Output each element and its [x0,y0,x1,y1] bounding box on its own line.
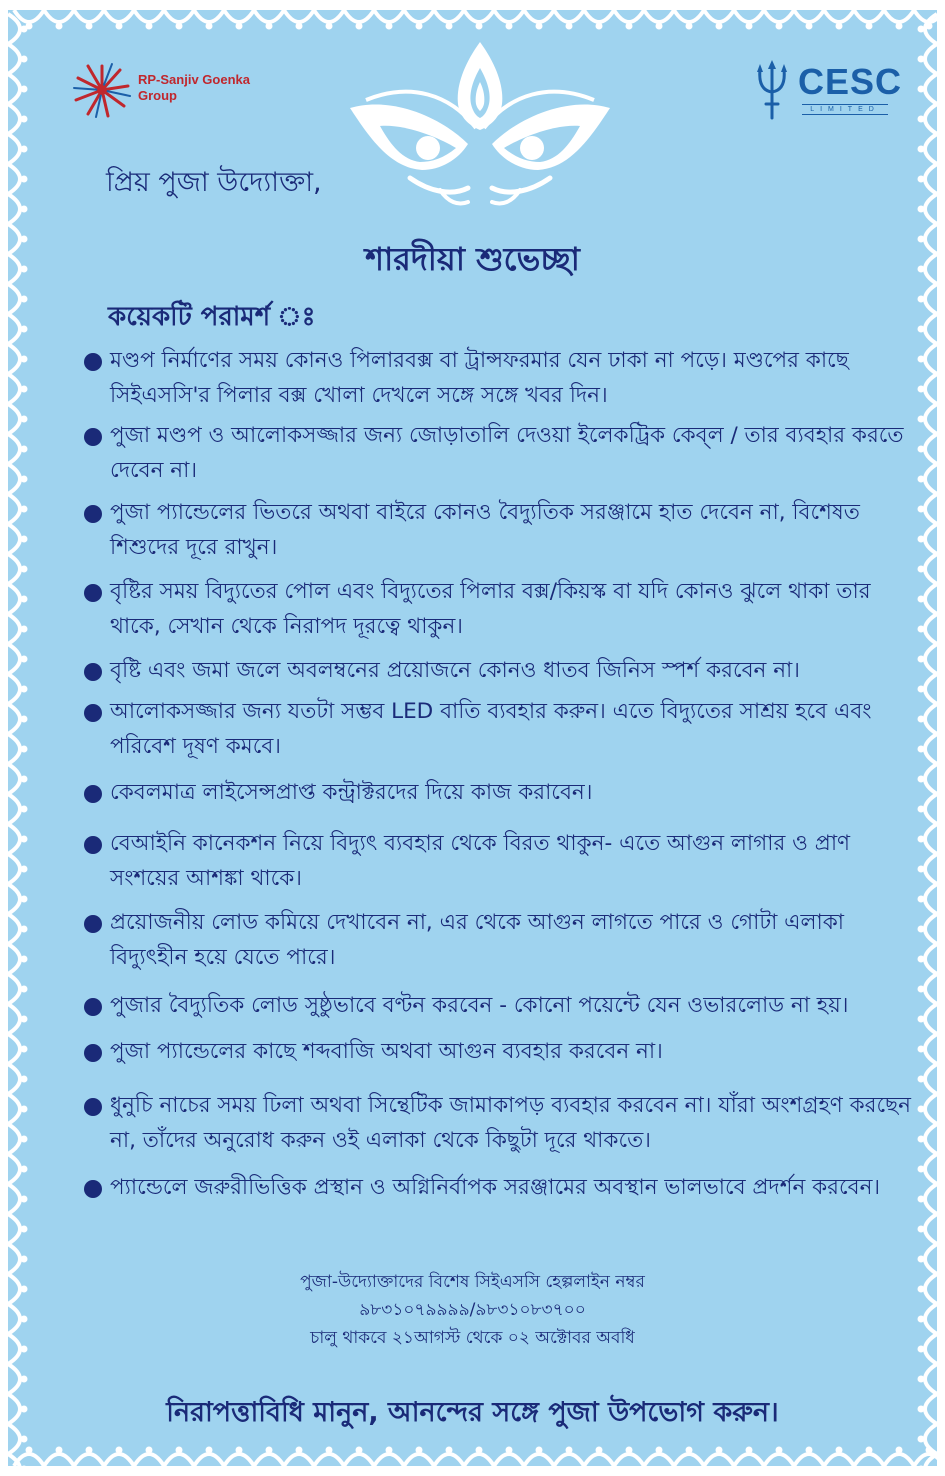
bullet-icon [84,836,102,854]
tip-text: বৃষ্টির সময় বিদ্যুতের পোল এবং বিদ্যুতের পিলার বক্স/কিয়স্ক বা যদি কোনও ঝুলে থাকা তার থাকে, সেখান থেকে নিরাপদ দূরত্বে থাকুন। [110,579,871,639]
salutation: প্রিয় পুজা উদ্যোক্তা, [106,167,322,198]
tip-text: পুজার বৈদ্যুতিক লোড সুষ্ঠুভাবে বণ্টন করবেন - কোনো পয়েন্টে যেন ওভারলোড না হয়। [110,993,849,1018]
bullet-icon [84,663,102,681]
helpline-numbers: ৯৮৩১০৭৯৯৯৯/৯৮৩১০৮৩৭০০ [359,1300,586,1320]
tip-text: বেআইনি কানেকশন নিয়ে বিদ্যুৎ ব্যবহার থেকে বিরত থাকুন- এতে আগুন লাগার ও প্রাণ সংশয়ের আশঙ্কা থাকে। [110,831,851,891]
bullet-icon [84,1098,102,1116]
rp-logo-line1: RP-Sanjiv Goenka [138,72,250,87]
bullet-icon [84,584,102,602]
bullet-icon [84,915,102,933]
rp-logo-line2: Group [138,88,177,103]
trident-icon [752,60,792,120]
tip-text: প্রয়োজনীয় লোড কমিয়ে দেখাবেন না, এর থেকে আগুন লাগতে পারে ও গোটা এলাকা বিদ্যুৎহীন হয়ে যেতে পারে। [110,910,845,970]
bullet-icon [84,505,102,523]
bullet-icon [84,1180,102,1198]
rp-group-logo [72,62,282,118]
bullet-icon [84,998,102,1016]
goddess-eyes-icon [340,38,620,208]
helpline-label: পুজা-উদ্যোক্তাদের বিশেষ সিইএসসি হেল্পলাইন নম্বর [300,1272,645,1292]
tip-text: পুজা প্যান্ডেলের কাছে শব্দবাজি অথবা আগুন ব্যবহার করবেন না। [110,1039,663,1064]
footer-slogan: নিরাপত্তাবিধি মানুন, আনন্দের সঙ্গে পুজা উপভোগ করুন। [166,1397,779,1428]
tip-text: ধুনুচি নাচের সময় ঢিলা অথবা সিন্থেটিক জামাকাপড় ব্যবহার করবেন না। যাঁরা অংশগ্রহণ করছেন না, তাঁদের অনুরোধ করুন ওই এলাকা থেকে কিছুটা দূরে থাকতে। [110,1093,911,1153]
tip-text: পুজা মণ্ডপ ও আলোকসজ্জার জন্য জোড়াতালি দেওয়া ইলেকট্রিক কেব্‌ল / তার ব্যবহার করতে দেবেন না। [110,423,904,483]
bullet-icon [84,428,102,446]
tip-text: পুজা প্যান্ডেলের ভিতরে অথবা বাইরে কোনও বৈদ্যুতিক সরঞ্জামে হাত দেবেন না, বিশেষত শিশুদের দূরে রাখুন। [110,500,860,560]
tip-text: বৃষ্টি এবং জমা জলে অবলম্বনের প্রয়োজনে কোনও ধাতব জিনিস স্পর্শ করবেন না। [110,658,800,683]
tip-text: কেবলমাত্র লাইসেন্সপ্রাপ্ত কন্ট্রাক্টরদের দিয়ে কাজ করাবেন। [110,780,593,805]
bullet-icon [84,704,102,722]
cesc-logo-sub: LIMITED [802,104,888,115]
rp-starburst-icon [72,62,132,118]
greeting-title: শারদীয়া শুভেচ্ছা [365,240,580,278]
cesc-logo [752,60,903,122]
bullet-icon [84,1044,102,1062]
helpline-period: চালু থাকবে ২১আগস্ট থেকে ০২ অক্টোবর অবধি [310,1328,635,1348]
bullet-icon [84,785,102,803]
tip-text: আলোকসজ্জার জন্য যতটা সম্ভব LED বাতি ব্যবহার করুন। এতে বিদ্যুতের সাশ্রয় হবে এবং পরিবেশ দূষণ কমবে। [110,699,872,759]
tips-heading: কয়েকটি পরামর্শ ঃ [108,302,316,332]
tip-text: প্যান্ডেলে জরুরীভিত্তিক প্রস্থান ও অগ্নিনির্বাপক সরঞ্জামের অবস্থান ভালভাবে প্রদর্শন করবেন। [110,1175,881,1200]
helpline-block [0,1268,945,1352]
tip-text: মণ্ডপ নির্মাণের সময় কোনও পিলারবক্স বা ট্রান্সফরমার যেন ঢাকা না পড়ে। মণ্ডপের কাছে সিইএসসি'র পিলার বক্স খোলা দেখলে সঙ্গে সঙ্গে খবর দিন। [110,348,849,408]
cesc-logo-name: CESC [798,61,903,102]
bullet-icon [84,353,102,371]
